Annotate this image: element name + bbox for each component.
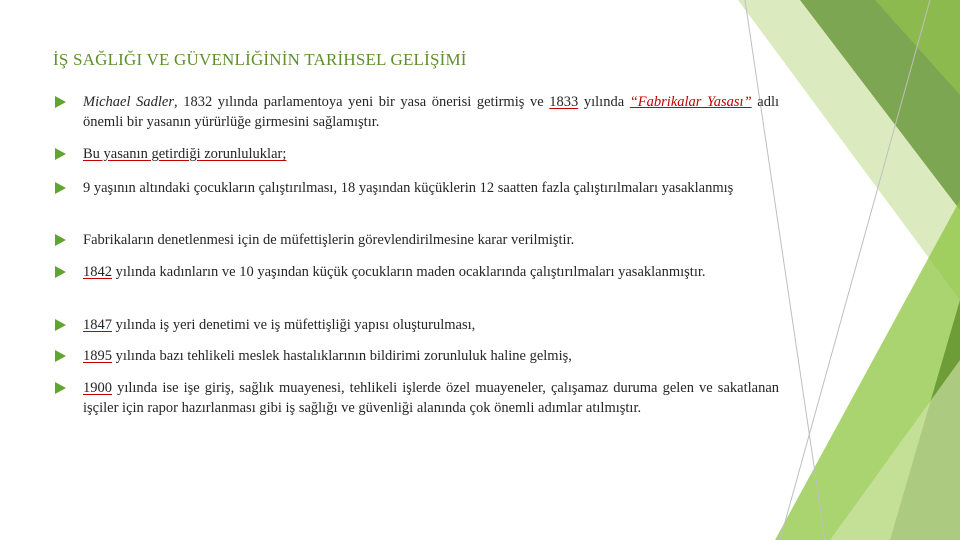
year-link[interactable]: 1842 — [83, 264, 112, 280]
triangle-right-icon — [55, 234, 66, 246]
year-link[interactable]: 1895 — [83, 348, 112, 364]
slide: İŞ SAĞLIĞI VE GÜVENLİĞİNİN TARİHSEL GELİŞİMİ Michael Sadler, 1832 yılında parlamentoya yeni bir yasa önerisi getirmiş ve 1833 yılında “Fabrikalar Yasası” adlı önemli bir yasanın yürürlüğe girmesini sağlamıştır. Bu yasanın getirdiği zorunluluklar; 9 yaşının altındaki çocukların çalıştırılması, 18 yaşından küçüklerin 12 saatten fazla çalıştırılmaları yasaklanmış Fabrikaların denetlenmesi için de müfettişlerin görevlendirilmesine karar verilmiştir. 1842 yılında kadınların ve 10 yaşından küçük çocukların maden ocaklarında çalıştırılmaları yasaklanmıştır. 1847 yılında iş yeri denetimi ve iş müfettişliği yapısı oluşturulması, 1895 yılında bazı tehlikeli meslek hastalıklarının bildirimi zorunluluk haline gelmiş, 1900 yılında ise işe giriş, sağlık muayenesi, tehlikeli işlerde özel muayeneler, çalışamaz duruma gelen ve sakatlanan işçiler için rapor hazırlanması gibi iş sağlığı ve güvenliği alanında çok önemli adımlar atılmıştır. — [0, 0, 960, 540]
year-link[interactable]: 1847 — [83, 317, 112, 333]
year-link[interactable]: 1833 — [549, 94, 579, 110]
triangle-right-icon — [55, 350, 66, 362]
triangle-right-icon — [55, 182, 66, 194]
triangle-right-icon — [55, 319, 66, 331]
page-title: İŞ SAĞLIĞI VE GÜVENLİĞİNİN TARİHSEL GELİŞİMİ — [53, 50, 467, 69]
triangle-right-icon — [55, 148, 66, 160]
person-name: Michael Sadler — [83, 94, 174, 110]
subheading-link[interactable]: Bu yasanın getirdiği zorunluluklar; — [83, 146, 287, 162]
law-name-link[interactable]: “Fabrikalar Yasası” — [629, 94, 752, 110]
triangle-right-icon — [55, 382, 66, 394]
triangle-right-icon — [55, 96, 66, 108]
year-link[interactable]: 1900 — [83, 380, 112, 396]
triangle-right-icon — [55, 266, 66, 278]
